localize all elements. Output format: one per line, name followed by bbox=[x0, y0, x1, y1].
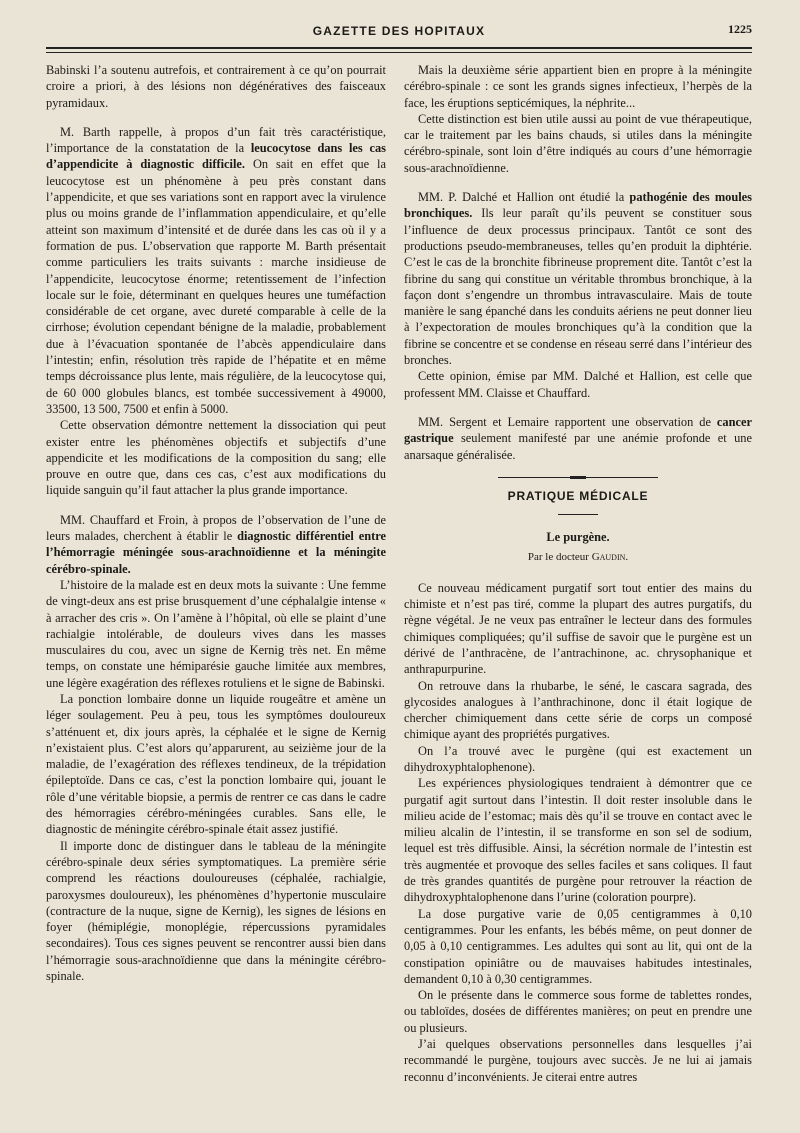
paragraph: Ce nouveau médicament purgatif sort tout entier des mains du chimiste et n’est pas tiré, comme la plupart des autres purgatifs, du règne végétal. Je ne veux pas entraîner le lecteur dans des formules chimiques compliquées; qu’il suffise de savoir que le purgène est un dérivé de l’anthracène, de l’antrachinone, ac. chrysophanique et anthrapurpurine. bbox=[404, 580, 752, 677]
left-column bbox=[46, 62, 386, 984]
page-header bbox=[46, 22, 752, 44]
paragraph: La dose purgative varie de 0,05 centigrammes à 0,10 centigrammes. Pour les enfants, les bébés même, on peut donner de 0,05 à 0,10 centigrammes. Les adultes qui sont au lit, qui ont de la constipation opiniâtre ou de mauvaises habitudes intestinales, demandent 0,10 à 0,30 centigrammes. bbox=[404, 906, 752, 986]
text: M. Barth rappelle, à propos d’un fait très caractéristique, l’importance de la constatation de la bbox=[46, 124, 386, 156]
paragraph: Cette observation démontre nettement la dissociation qui peut exister entre les phénomènes objectifs et subjectifs d’une appendicite et les modifications de la composition du sang; elle prouve en outre que, dans ces cas, c’est aux modifications du liquide sanguin qu’il faut attacher la plus grande importance. bbox=[46, 418, 386, 498]
section-divider bbox=[498, 477, 658, 478]
text: Ils leur paraît qu’ils peuvent se constituer sous l’influence de deux processus principaux. Tantôt ce sont des productions pseudo-membraneuses, telles qu’en produit la diphtérie. C’est le cas de la bronchite fibrineuse proprement dite. Tantôt c’est la fibrine du sang qui constitue un véritable thrombus bronchique, à la façon dont s’engendre un thrombus intravasculaire. Mais de toute manière le sang épanché dans les conduits aériens ne peut donner lieu à l’expectoration de moules bronchiques qu’à la condition que la fibrine se concentre et se condense en réseau serré dans l’intérieur des bronches. bbox=[404, 206, 752, 368]
paragraph: Il importe donc de distinguer dans le tableau de la méningite cérébro-spinale deux séries symptomatiques. La première série comprend les réactions douloureuses (céphalée, rachialgie, paroxysmes douloureux), les phénomènes d’hypertonie musculaire (contracture de la nuque, signe de Kernig), les signes de lésions en foyer (hémiplégie, monoplégie, répercussions pyramidales secondaires). Tous ces signes peuvent se rencontrer aussi bien dans l’hémorragie sous-arachnoïdienne que dans la méningite cérébro-spinale. bbox=[46, 838, 386, 984]
byline-author: Gaudin. bbox=[591, 551, 629, 564]
header-rule-thick bbox=[46, 47, 752, 49]
paragraph-barth bbox=[46, 124, 386, 417]
text: MM. Sergent et Lemaire rapportent une observation de bbox=[418, 414, 717, 429]
paragraph-dalche bbox=[404, 189, 752, 368]
paragraph: Les expériences physiologiques tendraient à démontrer que ce purgatif agit surtout dans l’intestin. Il doit rester insoluble dans le milieu acide de l’estomac; mais dès qu’il se trouve en contact avec le milieu alcalin de l’intestin, il se transforme en son sel de sodium, lequel est très diffusible. Ainsi, la sécrétion normale de l’intestin est très augmentée et provoque des selles faciles et sans coliques. Il faut de très grandes quantités de purgène pour retrouver la réaction de dihydroxyphtalophenone dans l’urine (coloration pourpre). bbox=[404, 776, 752, 905]
paragraph: On le présente dans le commerce sous forme de tablettes rondes, ou tabloïdes, dosées de différentes manières; on peut en prendre une ou plusieurs. bbox=[404, 988, 752, 1035]
text: MM. P. Dalché et Hallion ont étudié la bbox=[418, 190, 630, 205]
page-number: 1225 bbox=[728, 22, 752, 36]
text: On sait en effet que la leucocytose est un phénomène à peu près constant dans l’appendicite, et que ses variations sont en rapport avec la virulence plus ou moins grande de l’inflammation appendiculaire, et qu’elle atteint son maximum d’intensité et de durée dans les cas où il y a formation de pus. L’observation que rapporte M. Barth présentait comme particuliers les traits suivants : marche insidieuse de l’appendicite, leucocytose énorme; retentissement de l’infection locale sur le foie, déterminant en quelques heures une tuméfaction considérable de cet organe, avec dureté comparable à celle de la cirrhose; évolution cependant bénigne de la maladie, probablement due à l’évacuation spontanée de l’abcès appendiculaire dans l’intestin; enfin, résolution très rapide de l’hépatite et en même temps décroissance plus lente, mais régulière, de la leucocytose qui, de 60 000 globules blancs, est tombée successivement à 49000, 33500, 13 500, 7500 et enfin à 5000. bbox=[46, 157, 386, 416]
paragraph: La ponction lombaire donne un liquide rougeâtre et amène un léger soulagement. Peu à peu, tous les symptômes douloureux s’atténuent et, dix jours après, la céphalée et le signe de Kernig n’existaient plus. C’est alors qu’apparurent, au seizième jour de la maladie, de l’exagération des réflexes tendineux, de la trépidation épileptoïde. Dans ce cas, c’est la ponction lombaire qui, jouant le rôle d’une véritable biopsie, a permis de rentrer ce cas dans le cadre des hémorragies cérébro-méningées curables. Sans elle, le diagnostic de méningite cérébro-spinale était assez justifié. bbox=[46, 691, 386, 837]
right-column bbox=[404, 62, 752, 1085]
article-title: Le purgène. bbox=[546, 530, 610, 545]
byline bbox=[404, 549, 752, 565]
topic-moules-bronchiques: pathogénie des moules bronchiques. bbox=[404, 190, 752, 221]
text: seulement manifesté par une anémie profonde et une anarsaque généralisée. bbox=[404, 431, 752, 462]
paragraph: L’histoire de la malade est en deux mots la suivante : Une femme de vingt-deux ans est prise brusquement d’une céphalalgie intense « à arracher des cris ». On l’amène à l’hôpital, où elle se plaint d’une rachialgie intolérable, de douleurs vives dans les masses musculaires du cou, avec un signe de Kernig très net. En même temps, on constate une hémiparésie gauche limitée aux membres, une légère exagération des réflexes rotuliens et le signe de Babinski. bbox=[46, 577, 386, 690]
paragraph: Mais la deuxième série appartient bien en propre à la méningite cérébro-spinale : ce sont les grands signes infectieux, l’herpès de la face, les éruptions septicémiques, la néphrite... bbox=[404, 63, 752, 110]
header-rule-thin bbox=[46, 52, 752, 53]
paragraph-chauffard bbox=[46, 512, 386, 577]
paragraph: On retrouve dans la rhubarbe, le séné, le cascara sagrada, des glycosides analogues à l’anthrachinone, donc il était logique de chercher chimiquement dans cette série de corps un composé chimique ayant des propriétés purgatives. bbox=[404, 678, 752, 742]
section-title: PRATIQUE MÉDICALE bbox=[507, 488, 649, 503]
topic-cancer-gastrique: cancer gastrique bbox=[404, 414, 752, 446]
byline-prefix: Par le docteur bbox=[527, 551, 592, 564]
topic-hemorragie-meningee: diagnostic différentiel entre l’hémorragie méningée sous-arachnoïdienne et la méningite cérébro-spinale. bbox=[46, 529, 386, 576]
topic-leucocytose: leucocytose dans les cas d’appendicite à diagnostic difficile. bbox=[46, 141, 386, 172]
paragraph: Cette distinction est bien utile aussi au point de vue thérapeutique, car le traitement par les bains chauds, si utiles dans la méningite cérébro-spinale, sont loin d’être indiqués au cours d’une hémorragie sous-arachnoïdienne. bbox=[404, 111, 752, 175]
paragraph: J’ai quelques observations personnelles dans lesquelles j’ai recommandé le purgène, toujours avec succès. Je ne lui ai jamais reconnu d’inconvénients. Je citerai entre autres bbox=[404, 1037, 752, 1084]
paragraph: Babinski l’a soutenu autrefois, et contrairement à ce qu’on pourrait croire a priori, à des lésions non dégénératives des faisceaux pyramidaux. bbox=[46, 63, 386, 110]
paragraph: Cette opinion, émise par MM. Dalché et Hallion, est celle que professent MM. Claisse et Chauffard. bbox=[404, 369, 752, 400]
text: MM. Chauffard et Froin, à propos de l’observation de l’une de leurs malades, cherchent à établir le bbox=[46, 512, 386, 544]
section-underline bbox=[558, 514, 598, 515]
journal-title: GAZETTE DES HOPITAUX bbox=[312, 24, 486, 38]
paragraph: On l’a trouvé avec le purgène (qui est exactement un dihydroxyphtalophenone). bbox=[404, 743, 752, 774]
paragraph-sergent bbox=[404, 414, 752, 463]
